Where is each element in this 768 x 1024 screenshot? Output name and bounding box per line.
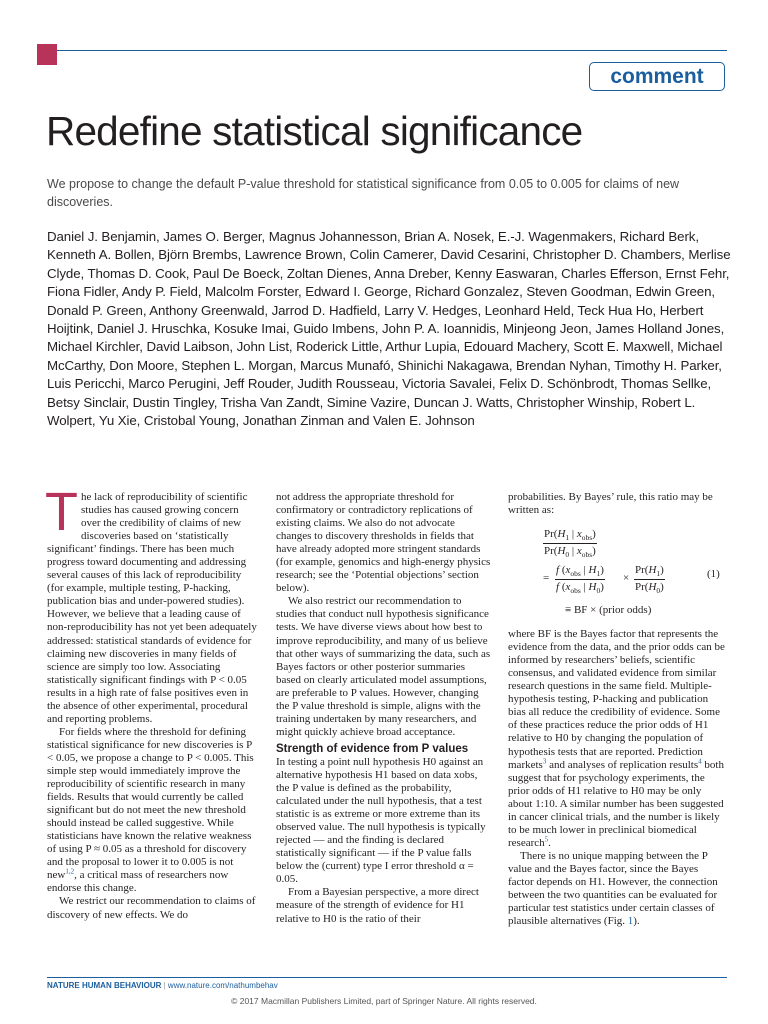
paragraph: We also restrict our recommendation to studies that conduct null hypothesis significance tests. We have diverse views about how best to improve reproducibility, and many of us believe that other ways of summarizing the data, such as Bayes factors or other posterior summaries based on clearly articulated model assumptions, are preferable to P values. However, changing the P value threshold is simple, aligns with the training undertaken by many researchers, and might quickly achieve broad acceptance. [276, 595, 491, 738]
drop-cap: T [45, 482, 78, 542]
standfirst: We propose to change the default P-value threshold for statistical significance from 0.05 to 0.005 for claims of new discoveries. [47, 177, 680, 209]
equation-bf-line: ≡ BF × (prior odds) [565, 604, 652, 616]
paragraph: probabilities. By Bayes’ rule, this ratio may be written as: [508, 491, 713, 517]
reference-link[interactable]: 4 [698, 756, 702, 765]
equation-fraction-likelihood: f ($x_{obs}$ | $H_1$) f ($x_{obs}$ | $H_0$) [556, 564, 604, 596]
reference-link[interactable]: 1,2 [65, 867, 75, 876]
paragraph-proposal: For fields where the threshold for defining statistical significance for new discoveries is P < 0.05, we propose a change to P < 0.005. This simple step would immediately improve the reproducibility of scientific research in many fields. Results that would currently be called significant but do not meet the new threshold should instead be called suggestive. While statisticians have known the relative weakness of using P ≈ 0.05 as a threshold for discovery and the proposal to lower it to 0.005 is not new$^{1,2}$, a critical mass of researchers now endorse this change. [47, 725, 254, 895]
paragraph-restrict: We restrict our recommendation to claims of discovery of new effects. We do [47, 895, 256, 921]
article-title: Redefine statistical significance [46, 108, 583, 154]
footer-separator: | [163, 981, 166, 990]
equation-fraction-prior: $\frac{Pr(H_1)}{Pr(H_0)}$ [635, 564, 664, 596]
figure-link[interactable]: 1 [627, 915, 634, 928]
equation-equals: = [543, 572, 550, 584]
equation-times: × [623, 572, 630, 584]
section-tag: comment [589, 62, 725, 91]
paragraph: In testing a point null hypothesis H0 against an alternative hypothesis H1 based on data xobs, the P value is defined as the probability, calculated under the null hypothesis, that a test statistic is as extreme or more extreme than its observed value. The null hypothesis is typically rejected — and the finding is declared statistically significant — if the P value falls below the (current) type I error threshold α = 0.05. [276, 755, 486, 886]
accent-bar [37, 44, 57, 65]
footer-rule [47, 977, 727, 978]
reference-link[interactable]: 3 [542, 756, 547, 765]
equation-number: (1) [707, 568, 720, 580]
body-column-1 [45, 482, 259, 922]
top-rule [57, 50, 727, 51]
paragraph: where BF is the Bayes factor that represents the evidence from the data, and the prior odds can be informed by researchers’ beliefs, scientific consensus, and validated evidence from similar research questions in the same field. Multiple-hypothesis testing, P-hacking and publication bias all reduce the credibility of evidence. Some of these practices reduce the prior odds of H1 relative to H0 by changing the population of hypothesis tests that are reported. Prediction markets$^3$ and analyses of replication results$^4$ both suggest that for psychology experiments, the prior odds of H1 relative to H0 may be only about 1:10. A similar number has been suggested in cancer clinical trials, and the number is likely to be much lower in preclinical biomedical research$^5$. [508, 628, 725, 849]
reference-link[interactable]: 5 [544, 835, 549, 844]
paragraph-intro: The lack of reproducibility of scientific studies has caused growing concern over the credibility of claims of new discoveries based on ‘statistically significant’ findings. There has been much progress toward documenting and addressing several causes of this lack of reproducibility (for example, multiple testing, P-hacking, publication bias and under-powered studies). However, we believe that a leading cause of non-reproducibility has not yet been adequately addressed: statistical standards of evidence for claiming new discoveries in many fields of science are simply too low. Associating statistically significant findings with P < 0.05 results in a high rate of false positives even in the absence of other experimental, procedural and reporting problems. [45, 482, 257, 725]
paragraph: not address the appropriate threshold for confirmatory or contradictory replications of existing claims. We also do not advocate changes to discovery thresholds in fields that have already adopted more stringent standards (for example, genomics and high-energy physics research; see the ‘Potential objections’ section below). [276, 491, 491, 595]
copyright-notice: © 2017 Macmillan Publishers Limited, part of Springer Nature. All rights reserved. [231, 996, 537, 1006]
equation-bayes-rule [537, 528, 727, 620]
author-list: Daniel J. Benjamin, James O. Berger, Magnus Johannesson, Brian A. Nosek, E.-J. Wagenmakers, Richard Berk, Kenneth A. Bollen, Björn Brembs, Lawrence Brown, Colin Camerer, David Cesarini, Christopher D. Chambers, Merlise Clyde, Thomas D. Cook, Paul De Boeck, Zoltan Dienes, Anna Dreber, Kenny Easwaran, Charles Efferson, Ernst Fehr, Fiona Fidler, Andy P. Field, Malcolm Forster, Edward I. George, Richard Gonzalez, Steven Goodman, Edwin Green, Donald P. Green, Anthony Greenwald, Jarrod D. Hadfield, Larry V. Hedges, Leonhard Held, Teck Hua Ho, Herbert Hoijtink, Daniel J. Hruschka, Kosuke Imai, Guido Imbens, John P. A. Ioannidis, Minjeong Jeon, James Holland Jones, Michael Kirchler, David Laibson, John List, Roderick Little, Arthur Lupia, Edouard Machery, Scott E. Maxwell, Michael McCarthy, Don Moore, Stephen L. Morgan, Marcus Munafó, Shinichi Nakagawa, Brendan Nyhan, Timothy H. Parker, Luis Pericchi, Marco Perugini, Jeff Rouder, Judith Rousseau, Victoria Savalei, Felix D. Schönbrodt, Thomas Sellke, Betsy Sinclair, Dustin Tingley, Trisha Van Zandt, Simine Vazire, Duncan J. Watts, Christopher Winship, Robert L. Wolpert, Yu Xie, Cristobal Young, Jonathan Zinman and Valen E. Johnson [47, 229, 731, 429]
section-heading: Strength of evidence from P values [276, 742, 469, 755]
equation-fraction-posterior: $Pr(H_1$ | $x_{obs}$) $Pr(H_0$ | $x_{obs}$) [544, 528, 596, 560]
journal-url-link[interactable]: www.nature.com/nathumbehav [167, 981, 278, 990]
footer-journal-line [47, 981, 278, 990]
paragraph: From a Bayesian perspective, a more direct measure of the strength of evidence for H1 relative to H0 is the ratio of their [276, 886, 479, 925]
journal-name: NATURE HUMAN BEHAVIOUR [47, 981, 162, 990]
body-column-2 [276, 491, 491, 926]
paragraph: There is no unique mapping between the P value and the Bayes factor, since the Bayes factor depends on H1. However, the connection between the two quantities can be evaluated for particular test statistics under certain classes of plausible alternatives (Fig. 1). [508, 849, 718, 928]
